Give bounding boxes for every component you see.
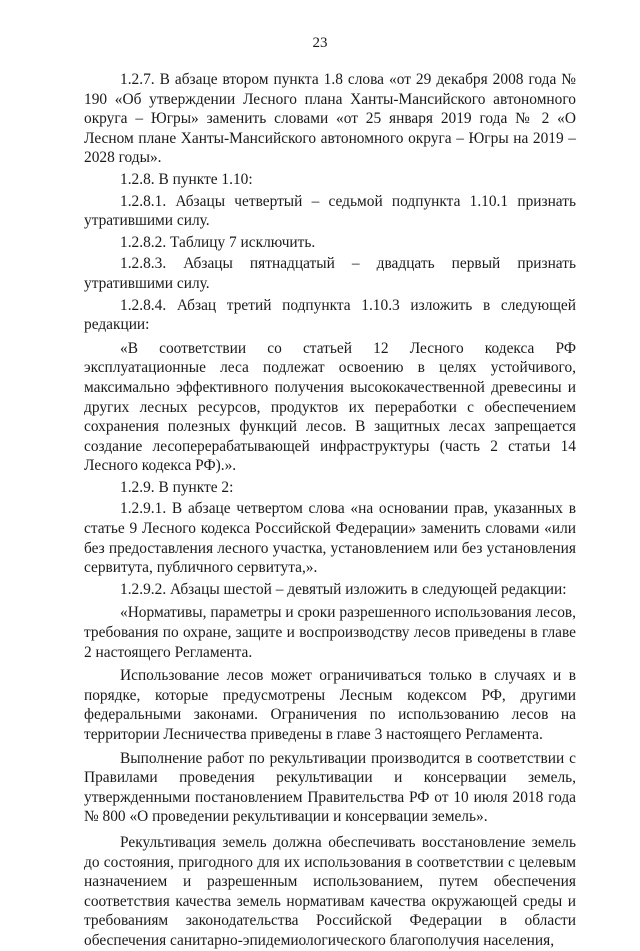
paragraph-1-2-9-1: 1.2.9.1. В абзаце четвертом слова «на основании прав, указанных в статье 9 Лесного кодекса Российской Федерации» заменить словами «или без предоставления лесного участка, установлением или без установления сервитута, публичного сервитута,». xyxy=(84,500,576,577)
paragraph-1-2-7: 1.2.7. В абзаце втором пункта 1.8 слова «от 29 декабря 2008 года № 190 «Об утверждении Лесного плана Ханты-Мансийского автономного округа – Югры» заменить словами «от 25 января 2019 года № 2 «О Лесном плане Ханты-Мансийского автономного округа – Югры на 2019 – 2028 годы». xyxy=(84,71,576,167)
quoted-paragraph-norms: «Нормативы, параметры и сроки разрешенного использования лесов, требования по охране, защите и воспроизводству лесов приведены в главе 2 настоящего Регламента. xyxy=(84,604,576,661)
paragraph-forest-use-restrictions: Использование лесов может ограничиваться только в случаях и в порядке, которые предусмотрены Лесным кодексом РФ, другими федеральными законами. Ограничения по использованию лесов на территории Лесничества приведены в главе 3 настоящего Регламента. xyxy=(84,667,576,743)
paragraph-1-2-8: 1.2.8. В пункте 1.10: xyxy=(120,170,253,188)
paragraph-1-2-8-4: 1.2.8.4. Абзац третий подпункта 1.10.3 изложить в следующей редакции: xyxy=(84,296,576,334)
paragraph-1-2-8-3: 1.2.8.3. Абзацы пятнадцатый – двадцать первый признать утратившими силу. xyxy=(84,255,576,292)
paragraph-1-2-8-1: 1.2.8.1. Абзацы четвертый – седьмой подпункта 1.10.1 признать утратившими силу. xyxy=(84,192,576,230)
paragraph-land-recultivation: Рекультивация земель должна обеспечивать восстановление земель до состояния, пригодного для их использования в соответствии с целевым назначением и разрешенным использованием, путем обеспечения соответствия качества земель нормативам качества окружающей среды и требованиям законодательства Российской Федерации в области обеспечения санитарно-эпидемиологического благополучия населения, xyxy=(84,833,576,949)
quoted-paragraph-article-12: «В соответствии со статьей 12 Лесного кодекса РФ эксплуатационные леса подлежат освоению в целях устойчивого, максимально эффективного получения высококачественной древесины и других лесных ресурсов, продуктов их переработки с обеспечением сохранения полезных функций лесов. В защитных лесах запрещается создание лесоперерабатывающей инфраструктуры (часть 2 статьи 14 Лесного кодекса РФ).». xyxy=(84,339,576,475)
paragraph-recultivation-works: Выполнение работ по рекультивации производится в соответствии с Правилами проведения рекультивации и консервации земель, утвержденными постановлением Правительства РФ от 10 июля 2018 года № 800 «О проведении рекультивации и консервации земель». xyxy=(84,749,576,826)
paragraph-1-2-8-2: 1.2.8.2. Таблицу 7 исключить. xyxy=(120,233,316,251)
paragraph-1-2-9-2: 1.2.9.2. Абзацы шестой – девятый изложить в следующей редакции: xyxy=(120,580,567,598)
document-body xyxy=(84,70,576,951)
paragraph-1-2-9: 1.2.9. В пункте 2: xyxy=(120,478,234,496)
page-number: 23 xyxy=(312,35,328,51)
